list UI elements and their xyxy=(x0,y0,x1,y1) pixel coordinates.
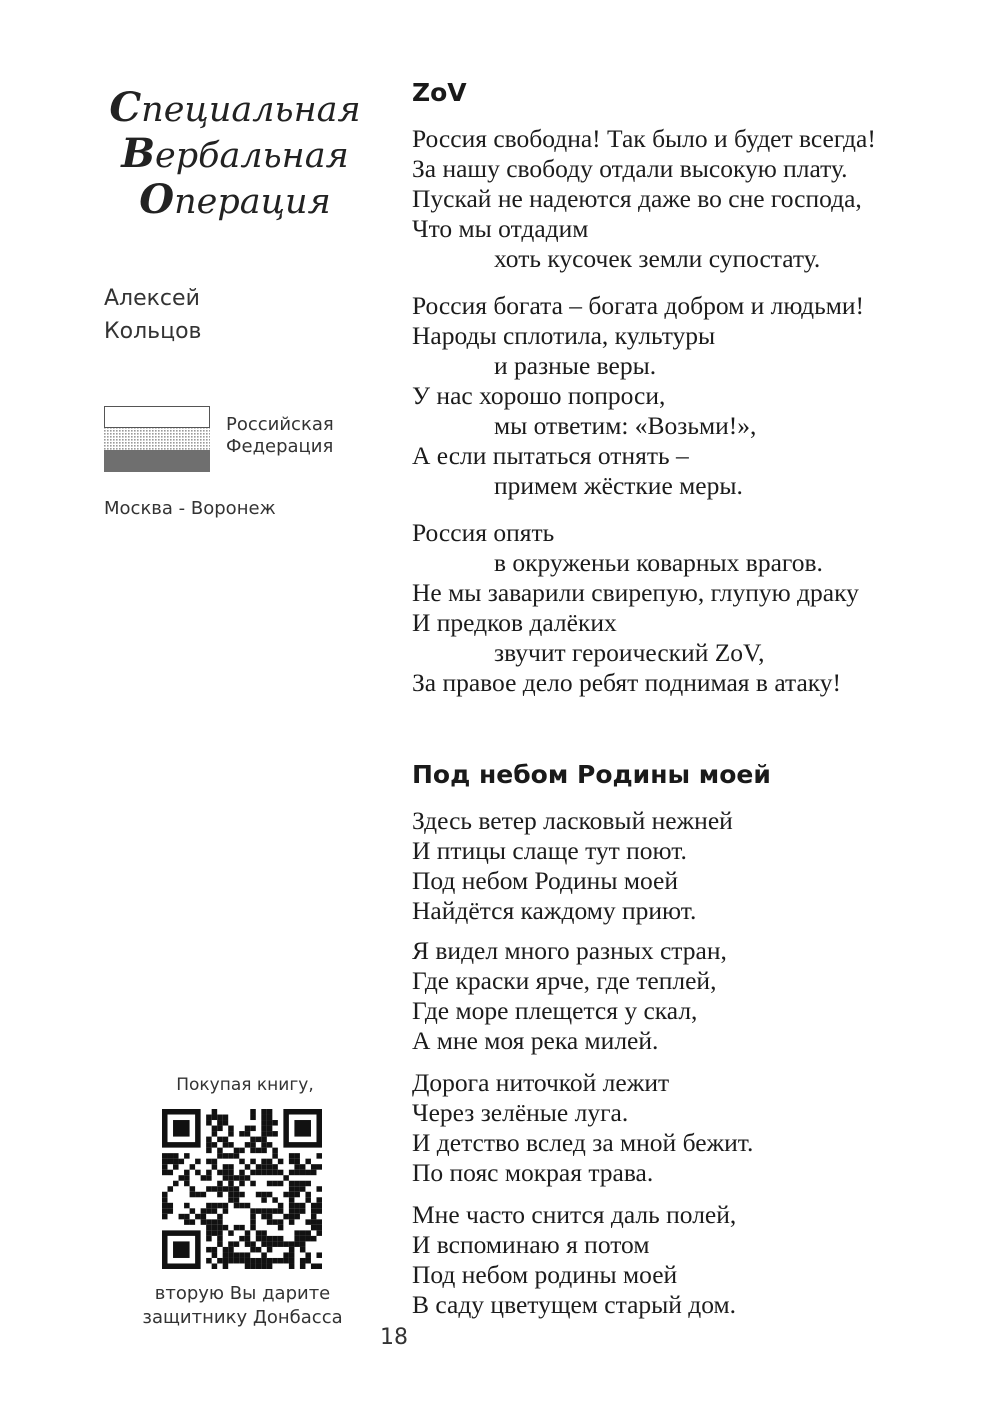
qr-code-icon[interactable] xyxy=(162,1109,322,1269)
poem-line: Не мы заварили свирепую, глупую драку xyxy=(412,578,859,607)
poem-line: У нас хорошо попроси, xyxy=(412,381,666,410)
author-last-name: Кольцов xyxy=(104,319,202,344)
poem-line: Дорога ниточкой лежит xyxy=(412,1068,670,1097)
poem-line: Под небом родины моей xyxy=(412,1260,678,1289)
author-first-name: Алексей xyxy=(104,286,200,311)
book-title-line-3: Операция xyxy=(139,176,331,223)
poem-title: Под небом Родины моей xyxy=(412,760,771,789)
poem-line: Под небом Родины моей xyxy=(412,866,678,895)
poem-title: ZoV xyxy=(412,78,467,107)
poem-line: Где море плещется у скал, xyxy=(412,996,698,1025)
poem-line: Россия богата – богата добром и людьми! xyxy=(412,291,865,320)
poem-line: хоть кусочек земли супостату. xyxy=(494,244,821,273)
buy-note-top: Покупая книгу, xyxy=(176,1075,314,1095)
poem-line: Где краски ярче, где теплей, xyxy=(412,966,717,995)
poem-line: звучит героический ZoV, xyxy=(494,638,765,667)
poem-line: Народы сплотила, культуры xyxy=(412,321,716,350)
russian-flag-icon xyxy=(104,406,210,472)
stanza xyxy=(412,124,972,274)
poem-line: Пускай не надеются даже во сне господа, xyxy=(412,184,862,213)
poem-line: Россия свободна! Так было и будет всегда! xyxy=(412,124,876,153)
poem-line: в окруженьи коварных врагов. xyxy=(494,548,823,577)
stanza xyxy=(412,806,972,926)
poem-line: По пояс мокрая трава. xyxy=(412,1158,654,1187)
book-title-line-2: Вербальная xyxy=(121,130,349,177)
poem-line: Через зелёные луга. xyxy=(412,1098,629,1127)
flag-label: Российская Федерация xyxy=(226,414,334,457)
poem-line: Россия опять xyxy=(412,518,555,547)
poem-line: За правое дело ребят поднимая в атаку! xyxy=(412,668,842,697)
poem-line: Найдётся каждому приют. xyxy=(412,896,697,925)
poem-line: И вспоминаю я потом xyxy=(412,1230,650,1259)
poem-line: примем жёсткие меры. xyxy=(494,471,743,500)
poem-line: Я видел много разных стран, xyxy=(412,936,727,965)
poem-line: А мне моя река милей. xyxy=(412,1026,659,1055)
poem-line: Что мы отдадим xyxy=(412,214,589,243)
poem-line: И детство вслед за мной бежит. xyxy=(412,1128,754,1157)
poem-line: И предков далёких xyxy=(412,608,617,637)
poem-line: Мне часто снится даль полей, xyxy=(412,1200,737,1229)
stanza xyxy=(412,1200,972,1320)
city-label: Москва - Воронеж xyxy=(104,498,276,519)
book-title xyxy=(100,86,370,224)
stanza xyxy=(412,1068,972,1188)
stanza xyxy=(412,291,972,501)
book-title-line-1: Специальная xyxy=(109,84,361,131)
poem-line: И птицы слаще тут поют. xyxy=(412,836,687,865)
buy-note-bottom: вторую Вы дарите защитнику Донбасса xyxy=(142,1283,343,1328)
page-number: 18 xyxy=(380,1325,408,1350)
poem-line: Здесь ветер ласковый нежней xyxy=(412,806,733,835)
stanza xyxy=(412,518,972,698)
poem-line: А если пытаться отнять – xyxy=(412,441,689,470)
poem-line: В саду цветущем старый дом. xyxy=(412,1290,737,1319)
stanza xyxy=(412,936,972,1056)
poem-line: За нашу свободу отдали высокую плату. xyxy=(412,154,848,183)
poem-line: и разные веры. xyxy=(494,351,657,380)
author-name xyxy=(104,282,202,348)
poem-line: мы ответим: «Возьми!», xyxy=(494,411,757,440)
